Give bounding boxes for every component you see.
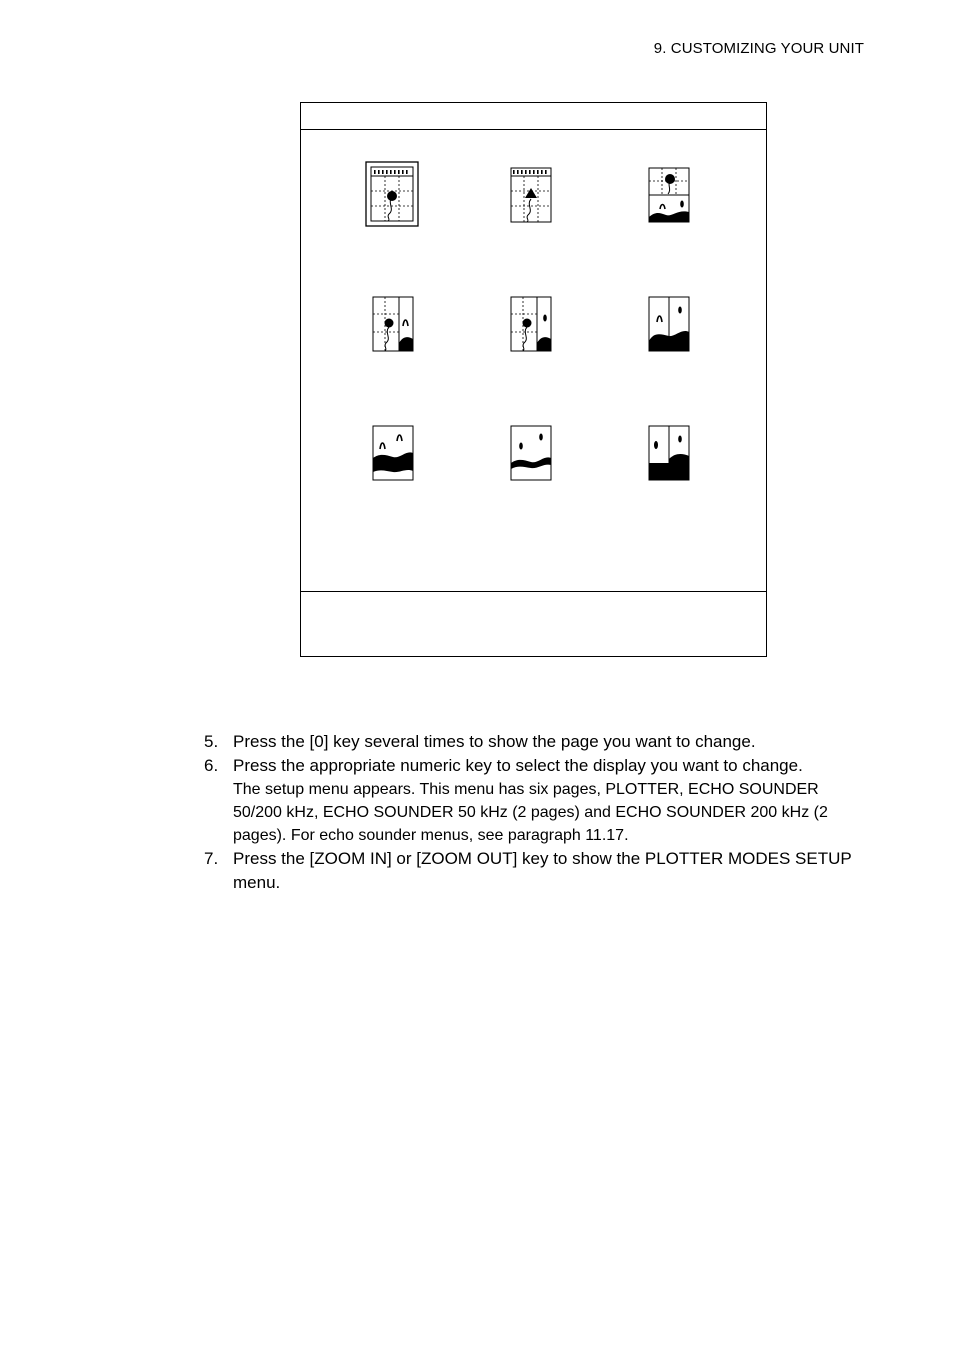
echo-50khz-full-icon[interactable] xyxy=(372,425,414,481)
echo-200khz-full-icon[interactable] xyxy=(510,425,552,481)
step-text: Press the appropriate numeric key to select the display you want to change. xyxy=(233,756,803,775)
step-6 xyxy=(204,754,864,847)
step-note: The setup menu appears. This menu has six pages, PLOTTER, ECHO SOUNDER 50/200 kHz, ECHO SOUNDER 50 kHz (2 pages) and ECHO SOUNDER 200 kHz (2 pages). For echo sounder menus, see paragraph 11.17. xyxy=(233,781,828,844)
step-number: 7. xyxy=(204,849,219,868)
figure-footer-bar xyxy=(301,591,766,656)
echo-zoom-split-icon[interactable] xyxy=(648,425,690,481)
plotter-full-with-databar-triangle-icon[interactable] xyxy=(510,167,552,223)
plotter-over-echo-icon[interactable] xyxy=(648,167,690,223)
plotter-echo-split-alt-icon[interactable] xyxy=(510,296,552,352)
plotter-echo-split-icon[interactable] xyxy=(372,296,414,352)
procedure-steps xyxy=(204,730,864,895)
echo-dual-frequency-icon[interactable] xyxy=(648,296,690,352)
display-selection-figure xyxy=(300,102,767,657)
step-number: 5. xyxy=(204,732,219,751)
step-text: Press the [0] key several times to show the page you want to change. xyxy=(233,732,756,751)
running-header: 9. CUSTOMIZING YOUR UNIT xyxy=(653,40,864,57)
step-7 xyxy=(204,847,864,895)
figure-header-bar xyxy=(301,103,766,130)
step-number: 6. xyxy=(204,756,219,775)
plotter-full-with-databar-icon[interactable] xyxy=(365,161,419,227)
step-text: Press the [ZOOM IN] or [ZOOM OUT] key to show the PLOTTER MODES SETUP menu. xyxy=(233,849,852,892)
step-5 xyxy=(204,730,864,754)
